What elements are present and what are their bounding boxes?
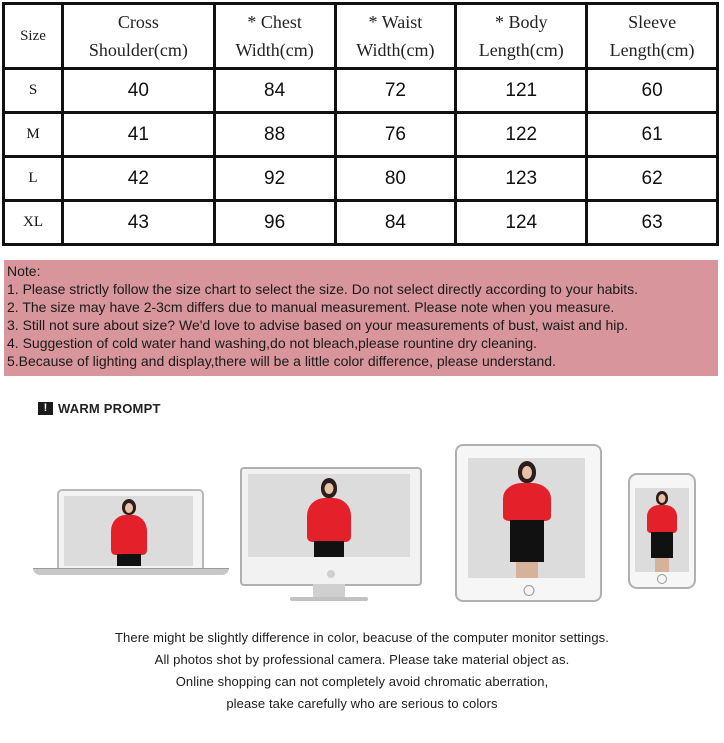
model-red-top	[503, 483, 551, 521]
model-face	[125, 503, 133, 513]
sleeve-length-cell: 63	[587, 201, 718, 245]
header-cross-shoulder: Cross Shoulder(cm)	[63, 4, 215, 69]
waist-width-cell: 84	[335, 201, 456, 245]
size-chart-table	[2, 2, 719, 246]
model-legs	[655, 558, 669, 572]
note-title: Note:	[7, 263, 41, 279]
model-face	[325, 483, 334, 494]
body-length-cell: 124	[456, 201, 587, 245]
model-skirt	[651, 532, 673, 558]
caption-line: There might be slightly difference in color, beacuse of the computer monitor settings.	[115, 630, 609, 645]
apple-logo-icon	[327, 570, 335, 578]
sleeve-length-cell: 60	[587, 69, 718, 113]
monitor-screen	[248, 474, 410, 557]
model-face	[522, 466, 532, 479]
tablet-illustration	[455, 444, 602, 602]
model-skirt	[117, 554, 141, 566]
model-legs	[516, 562, 538, 578]
laptop-illustration	[57, 489, 204, 575]
header-sleeve-length: Sleeve Length(cm)	[587, 4, 718, 69]
sleeve-length-cell: 62	[587, 157, 718, 201]
home-button-icon	[657, 574, 667, 584]
model-red-top	[111, 515, 147, 555]
laptop-screen	[64, 496, 193, 566]
model-skirt	[510, 520, 544, 562]
monitor-stand	[313, 584, 345, 598]
phone-screen	[635, 488, 689, 572]
model-face	[659, 494, 666, 503]
size-table-header-row	[4, 4, 718, 69]
chest-width-cell: 92	[214, 157, 335, 201]
cross-shoulder-cell: 43	[63, 201, 215, 245]
note-line: 5.Because of lighting and display,there will be a little color difference, please understand.	[7, 353, 556, 369]
body-length-cell: 122	[456, 113, 587, 157]
body-length-cell: 123	[456, 157, 587, 201]
phone-illustration	[628, 473, 696, 589]
note-line: 2. The size may have 2-3cm differs due to manual measurement. Please note when you measure.	[7, 299, 615, 315]
chest-width-cell: 84	[214, 69, 335, 113]
cross-shoulder-cell: 41	[63, 113, 215, 157]
desktop-monitor-illustration	[240, 467, 422, 586]
sleeve-length-cell: 61	[587, 113, 718, 157]
caption-line: Online shopping can not completely avoid chromatic aberration,	[175, 674, 549, 689]
cross-shoulder-cell: 40	[63, 69, 215, 113]
header-body-length: * Body Length(cm)	[456, 4, 587, 69]
waist-width-cell: 72	[335, 69, 456, 113]
cross-shoulder-cell: 42	[63, 157, 215, 201]
header-waist-width: * Waist Width(cm)	[335, 4, 456, 69]
note-line: 4. Suggestion of cold water hand washing,do not bleach,please rountine dry cleaning.	[7, 335, 538, 351]
tablet-screen	[468, 458, 585, 578]
model-red-top	[307, 498, 351, 542]
caption-line: All photos shot by professional camera. Please take material object as.	[154, 652, 570, 667]
monitor-foot	[290, 597, 368, 601]
body-length-cell: 121	[456, 69, 587, 113]
table-row	[4, 201, 718, 245]
table-row	[4, 113, 718, 157]
size-cell: XL	[4, 201, 63, 245]
table-row	[4, 157, 718, 201]
header-chest-width: * Chest Width(cm)	[214, 4, 335, 69]
size-cell: S	[4, 69, 63, 113]
warm-prompt-heading	[38, 401, 161, 416]
size-cell: L	[4, 157, 63, 201]
table-row	[4, 69, 718, 113]
warning-icon: !	[38, 402, 53, 415]
warm-prompt-label: WARM PROMPT	[58, 401, 161, 416]
size-note-box	[4, 260, 718, 376]
note-line: 3. Still not sure about size? We'd love to advise based on your measurements of bust, waist and hip.	[7, 317, 629, 333]
waist-width-cell: 76	[335, 113, 456, 157]
waist-width-cell: 80	[335, 157, 456, 201]
laptop-base	[33, 568, 229, 575]
size-cell: M	[4, 113, 63, 157]
model-red-top	[647, 505, 677, 533]
caption-line: please take carefully who are serious to colors	[226, 696, 498, 711]
model-skirt	[314, 541, 344, 557]
chest-width-cell: 88	[214, 113, 335, 157]
home-button-icon	[523, 585, 534, 596]
header-size: Size	[4, 4, 63, 69]
chest-width-cell: 96	[214, 201, 335, 245]
note-line: 1. Please strictly follow the size chart to select the size. Do not select directly according to your habits.	[7, 281, 639, 297]
